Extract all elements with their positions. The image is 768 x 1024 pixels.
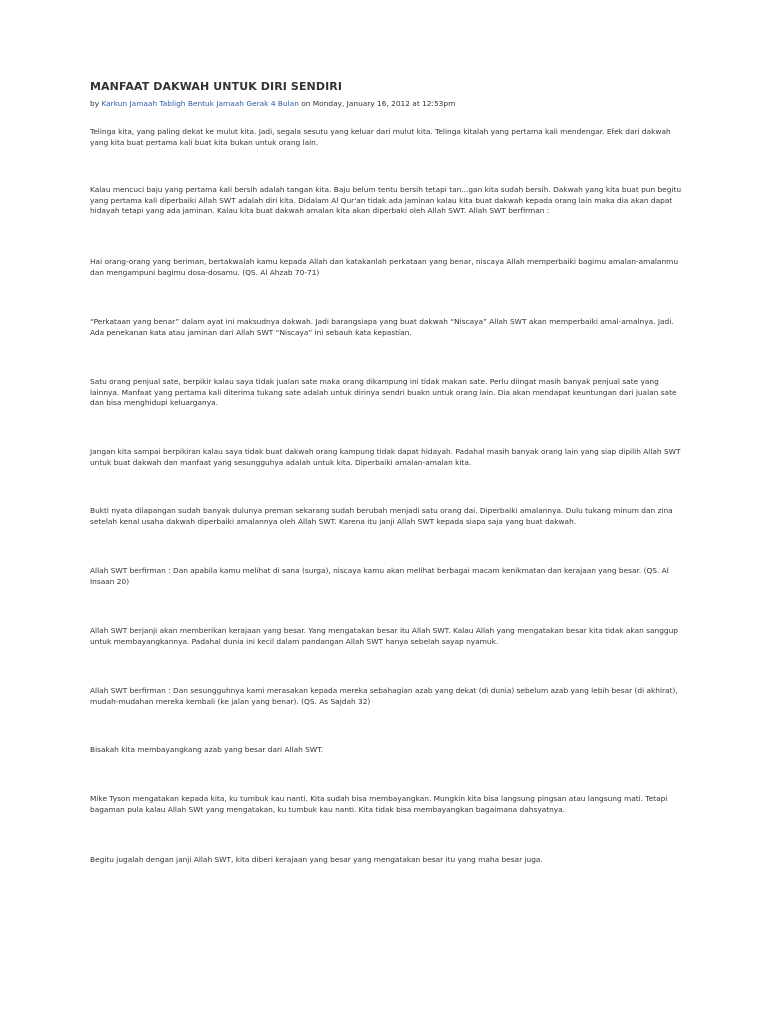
byline: [90, 99, 685, 109]
paragraph: “Perkataan yang benar” dalam ayat ini maksudnya dakwah. Jadi barangsiapa yang buat dakwah “Niscaya” Allah SWT akan memperbaiki amal-amalnya. Jadi. Ada penekanan kata atau jaminan dari Allah SWT “Niscaya” ini sebauh kata kepastian.: [90, 317, 674, 337]
byline-date: on Monday, January 16, 2012 at 12:53pm: [301, 99, 456, 108]
paragraph: Bukti nyata dilapangan sudah banyak dulunya preman sekarang sudah berubah menjadi satu orang dai. Diperbaiki amalannya. Dulu tukang minum dan zina setelah kenal usaha dakwah diperbaiki amalannya oleh Allah SWT. Karena itu janji Allah SWT kepada siapa saja yang buat dakwah.: [90, 506, 673, 526]
paragraph: Hai orang-orang yang beriman, bertakwalah kamu kepada Allah dan katakanlah perkataan yang benar, niscaya Allah memperbaiki bagimu amalan-amalanmu dan mengampuni bagimu dosa-dosamu. (QS. Al Ahzab 70-71): [90, 257, 679, 277]
paragraph: Allah SWT berjanji akan memberikan kerajaan yang besar. Yang mengatakan besar itu Allah SWT. Kalau Allah yang mengatakan besar kita tidak akan sanggup untuk membayangkannya. Padahal dunia ini kecil dalam pandangan Allah SWT hanya sebelah sayap nyamuk.: [90, 626, 678, 646]
paragraph: Kalau mencuci baju yang pertama kali bersih adalah tangan kita. Baju belum tentu bersih tetapi tan...gan kita sudah bersih. Dakwah yang kita buat pun begitu yang pertama kali diperbaiki Allah SWT adalah diri kita. Didalam Al Qur'an tidak ada jaminan kalau kita buat dakwah kepada orang lain maka dia akan dapat hidayah tetapi yang ada jaminan. Kalau kita buat dakwah amalan kita akan diperbaki oleh Allah SWT. Allah SWT berfirman :: [90, 185, 682, 215]
paragraph: Jangan kita sampai berpikiran kalau saya tidak buat dakwah orang kampung tidak dapat hidayah. Padahal masih banyak orang lain yang siap dipilih Allah SWT untuk buat dakwah dan manfaat yang sesungguhya adalah untuk kita. Diperbaiki amalan-amalan kita.: [90, 447, 681, 467]
byline-prefix: by: [90, 99, 100, 108]
article-title: MANFAAT DAKWAH UNTUK DIRI SENDIRI: [90, 80, 343, 93]
paragraph: Satu orang penjual sate, berpikir kalau saya tidak jualan sate maka orang dikampung ini tidak makan sate. Perlu diingat masih banyak penjual sate yang lainnya. Manfaat yang pertama kali diterima tukang sate adalah untuk dirinya sendri buakn untuk orang lain. Dia akan mendapat keuntungan dari jualan sate dan bisa menghidupi keluarganya.: [90, 377, 677, 407]
article: [90, 80, 685, 864]
paragraph: Allah SWT berfirman : Dan sesungguhnya kami merasakan kepada mereka sebahagian azab yang dekat (di dunia) sebelum azab yang lebih besar (di akhirat), mudah-mudahan mereka kembali (ke jalan yang benar). (QS. As Sajdah 32): [90, 686, 678, 706]
paragraph: Allah SWT berfirman : Dan apabila kamu melihat di sana (surga), niscaya kamu akan melihat berbagai macam kenikmatan dan kerajaan yang besar. (QS. Al Insaan 20): [90, 566, 669, 586]
paragraph: Begitu jugalah dengan janji Allah SWT, kita diberi kerajaan yang besar yang mengatakan besar itu yang maha besar juga.: [90, 855, 543, 864]
paragraph: Mike Tyson mengatakan kepada kita, ku tumbuk kau nanti. Kita sudah bisa membayangkan. Mungkin kita bisa langsung pingsan atau langsung mati. Tetapi bagaman pula kalau Allah SWt yang mengatakan, ku tumbuk kau nanti. Kita tidak bisa membayangkan bagaimana dahsyatnya.: [90, 794, 668, 814]
paragraph: Telinga kita, yang paling dekat ke mulut kita. Jadi, segala sesutu yang keluar dari mulut kita. Telinga kitalah yang pertama kali mendengar. Efek dari dakwah yang kita buat pertama kali buat kita bukan untuk orang lain.: [90, 127, 671, 147]
author-link[interactable]: Karkun Jamaah Tabligh Bentuk Jamaah Gerak 4 Bulan: [101, 99, 299, 108]
paragraph: Bisakah kita membayangkang azab yang besar dari Allah SWT.: [90, 745, 324, 754]
